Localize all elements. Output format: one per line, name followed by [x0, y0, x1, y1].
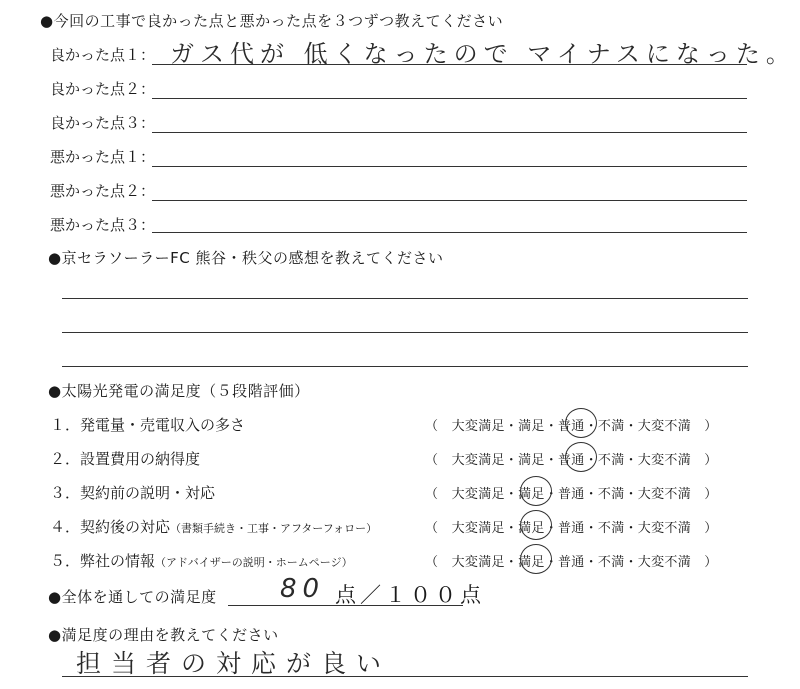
rating-2-selected-mark[interactable]: [565, 442, 597, 472]
rating-4-selected-mark[interactable]: [520, 510, 552, 540]
impression-line-3[interactable]: [62, 366, 748, 367]
rating-scale-3: （ 大変満足・満足・普通・不満・大変不満 ）: [425, 487, 718, 502]
rating-scale-4: （ 大変満足・満足・普通・不満・大変不満 ）: [425, 521, 718, 536]
rating-item-3: [50, 482, 215, 503]
good-point-2-line[interactable]: [152, 98, 747, 99]
bad-point-2-label: 悪かった点２：: [50, 182, 156, 200]
bad-point-1-line[interactable]: [152, 166, 747, 167]
bad-point-2-line[interactable]: [152, 200, 747, 201]
rating-5-selected-mark[interactable]: [520, 544, 552, 574]
section-good-bad-title: ●今回の工事で良かった点と悪かった点を３つずつ教えてください: [40, 12, 504, 30]
rating-3-selected-mark[interactable]: [520, 476, 552, 506]
rating-scale-5: （ 大変満足・満足・普通・不満・大変不満 ）: [425, 555, 718, 570]
reason-line: [62, 676, 748, 677]
rating-item-1-label: １．発電量・売電収入の多さ: [50, 416, 246, 434]
rating-item-1: [50, 414, 245, 435]
impression-line-2[interactable]: [62, 332, 748, 333]
reason-title: ●満足度の理由を教えてください: [48, 626, 279, 644]
rating-item-2: [50, 448, 200, 469]
reason-answer[interactable]: 担当者の対応が良い: [76, 649, 392, 678]
good-point-1-label: 良かった点１：: [50, 46, 156, 64]
section-satisfaction-title: ●太陽光発電の満足度（５段階評価）: [48, 382, 310, 400]
section-impression-title: ●京セラソーラーFC 熊谷・秩父の感想を教えてください: [48, 249, 444, 267]
impression-line-1[interactable]: [62, 298, 748, 299]
overall-label: ●全体を通しての満足度: [48, 588, 217, 606]
good-point-1-line: [152, 64, 747, 65]
rating-item-5: [50, 550, 353, 571]
bad-point-1-label: 悪かった点１：: [50, 148, 156, 166]
good-point-1-answer[interactable]: ガス代が 低くなったので マイナスになった。: [170, 40, 796, 68]
good-point-3-label: 良かった点３：: [50, 114, 156, 132]
rating-item-4: [50, 516, 377, 537]
good-point-2-label: 良かった点２：: [50, 80, 156, 98]
overall-score-line: [228, 605, 463, 606]
overall-score-suffix: 点／１００点: [335, 583, 485, 607]
bad-point-3-line[interactable]: [152, 232, 747, 233]
rating-scale-1: （ 大変満足・満足・普通・不満・大変不満 ）: [425, 419, 718, 434]
rating-item-4-label: ４．契約後の対応: [50, 518, 171, 536]
rating-item-3-label: ３．契約前の説明・対応: [50, 484, 216, 502]
rating-scale-2: （ 大変満足・満足・普通・不満・大変不満 ）: [425, 453, 718, 468]
overall-score[interactable]: 80: [280, 574, 326, 604]
rating-1-selected-mark[interactable]: [565, 408, 597, 438]
bad-point-3-label: 悪かった点３：: [50, 216, 156, 234]
rating-item-2-label: ２．設置費用の納得度: [50, 450, 201, 468]
rating-item-5-label: ５．弊社の情報: [50, 552, 156, 570]
good-point-3-line[interactable]: [152, 132, 747, 133]
rating-item-4-note: （書類手続き・工事・アフターフォロー）: [170, 522, 378, 535]
rating-item-5-note: （アドバイザーの説明・ホームページ）: [155, 556, 353, 569]
